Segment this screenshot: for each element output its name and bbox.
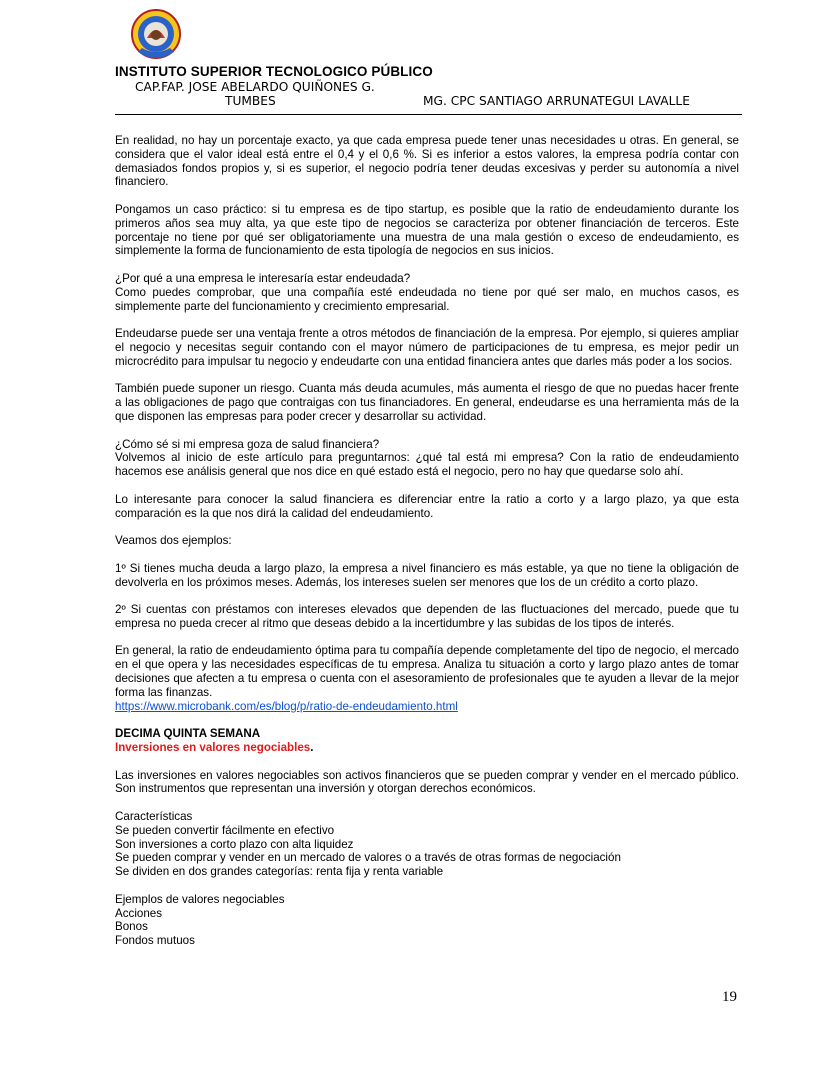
institution-subtitle: CAP.FAP. JOSE ABELARDO QUIÑONES G.: [135, 80, 375, 94]
list-heading: Características: [115, 810, 193, 824]
page-number: 19: [722, 989, 737, 1005]
header-divider: [115, 114, 742, 115]
paragraph: En general, la ratio de endeudamiento óptima para tu compañía depende completamente del tipo de negocio, el mercado en el que opera y las necesidades específicas de tu empresa. Analiza tu situación a corto y largo plazo antes de tomar decisiones que afecten a tu empresa o cuenta con el asesoramiento de profesionales que te ayuden a llevar de la mejor forma las finanzas.: [115, 644, 739, 699]
paragraph: 1º Si tienes mucha deuda a largo plazo, la empresa a nivel financiero es más estable, ya que no tiene la obligación de devolverla en los próximos meses. Además, los intereses suelen ser menores que los de un crédito a corto plazo.: [115, 561, 739, 589]
list-heading: Ejemplos de valores negociables: [115, 892, 285, 906]
list-item: Acciones: [115, 906, 163, 920]
question-heading: ¿Por qué a una empresa le interesaría estar endeudada?: [115, 271, 411, 285]
question-heading: ¿Cómo sé si mi empresa goza de salud financiera?: [115, 437, 380, 451]
list-item: Se dividen en dos grandes categorías: renta fija y renta variable: [115, 865, 444, 879]
paragraph: Endeudarse puede ser una ventaja frente a otros métodos de financiación de la empresa. Por ejemplo, si quieres ampliar el negocio y necesitas seguir contando con el mayor número de participaciones de tu empresa, es mejor pedir un microcrédito para impulsar tu negocio y endeudarte con una entidad financiera antes que darles más poder a los socios.: [115, 327, 739, 368]
topic-period: .: [310, 741, 314, 755]
paragraph: Las inversiones en valores negociables son activos financieros que se pueden comprar y vender en el mercado público. Son instrumentos que representan una inversión y otorgan derechos económicos.: [115, 768, 739, 796]
institution-logo: [130, 8, 182, 62]
city-label: TUMBES: [225, 94, 276, 108]
list-item: Son inversiones a corto plazo con alta liquidez: [115, 837, 354, 851]
paragraph: Veamos dos ejemplos:: [115, 534, 232, 548]
paragraph: 2º Si cuentas con préstamos con intereses elevados que dependen de las fluctuaciones del mercado, puede que tu empresa no pueda crecer al ritmo que deseas debido a la incertidumbre y las subidas de los tipos de interés.: [115, 603, 739, 630]
spacer: [115, 755, 739, 769]
source-link[interactable]: https://www.microbank.com/es/blog/p/ratio-de-endeudamiento.html: [115, 699, 458, 713]
paragraph: En realidad, no hay un porcentaje exacto, ya que cada empresa puede tener unas necesidades u otras. En general, se considera que el valor ideal está entre el 0,4 y el 0,6 %. Si es inferior a estos valores, la empresa podría contar con demasiados fondos propios y, si es superior, el negocio podría tener deudas excesivas y perder su autonomía a nivel financiero.: [115, 134, 739, 189]
list-item: Fondos mutuos: [115, 934, 195, 948]
list-item: Se pueden comprar y vender en un mercado de valores o a través de otras formas de negociación: [115, 851, 621, 865]
paragraph: Lo interesante para conocer la salud financiera es diferenciar entre la ratio a corto y a largo plazo, ya que esta comparación es la que nos dirá la calidad del endeudamiento.: [115, 492, 739, 520]
topic-title: Inversiones en valores negociables: [115, 741, 311, 755]
paragraph: También puede suponer un riesgo. Cuanta más deuda acumules, más aumenta el riesgo de que no puedas hacer frente a las obligaciones de pago que contraigas con tus financiadores. En general, endeudarse es una herramienta más de la que disponen las empresas para poder crecer y desarrollar su actividad.: [115, 382, 739, 423]
list-item: Bonos: [115, 920, 148, 934]
document-header: [115, 64, 742, 110]
spacer: [115, 879, 739, 893]
paragraph: Volvemos al inicio de este artículo para preguntarnos: ¿qué tal está mi empresa? Con la ratio de endeudamiento hacemos ese análisis general que nos dice en qué estado está el negocio, pero no hay que quedarse solo ahí.: [115, 451, 739, 479]
teacher-name: MG. CPC SANTIAGO ARRUNATEGUI LAVALLE: [423, 94, 690, 108]
header-row: [115, 94, 742, 110]
institution-name: INSTITUTO SUPERIOR TECNOLOGICO PÚBLICO: [115, 64, 433, 79]
week-title: DECIMA QUINTA SEMANA: [115, 727, 261, 741]
spacer: [115, 713, 739, 727]
paragraph: Como puedes comprobar, que una compañía esté endeudada no tiene por qué ser malo, en muchos casos, es simplemente parte del funcionamiento y crecimiento empresarial.: [115, 285, 739, 313]
source-link-line: [115, 700, 739, 714]
document-body: [115, 134, 739, 948]
paragraph: Pongamos un caso práctico: si tu empresa es de tipo startup, es posible que la ratio de endeudamiento durante los primeros años sea muy alta, ya que este tipo de negocios se caracteriza por obtener financiación de terceros. Este porcentaje no tiene por qué ser obligatoriamente una muestra de una mala gestión o exceso de endeudamiento, es simplemente la forma de funcionamiento de esta tipología de negocios en sus inicios.: [115, 202, 739, 258]
list-item: Se pueden convertir fácilmente en efectivo: [115, 823, 335, 837]
topic-heading-line: [115, 741, 739, 755]
